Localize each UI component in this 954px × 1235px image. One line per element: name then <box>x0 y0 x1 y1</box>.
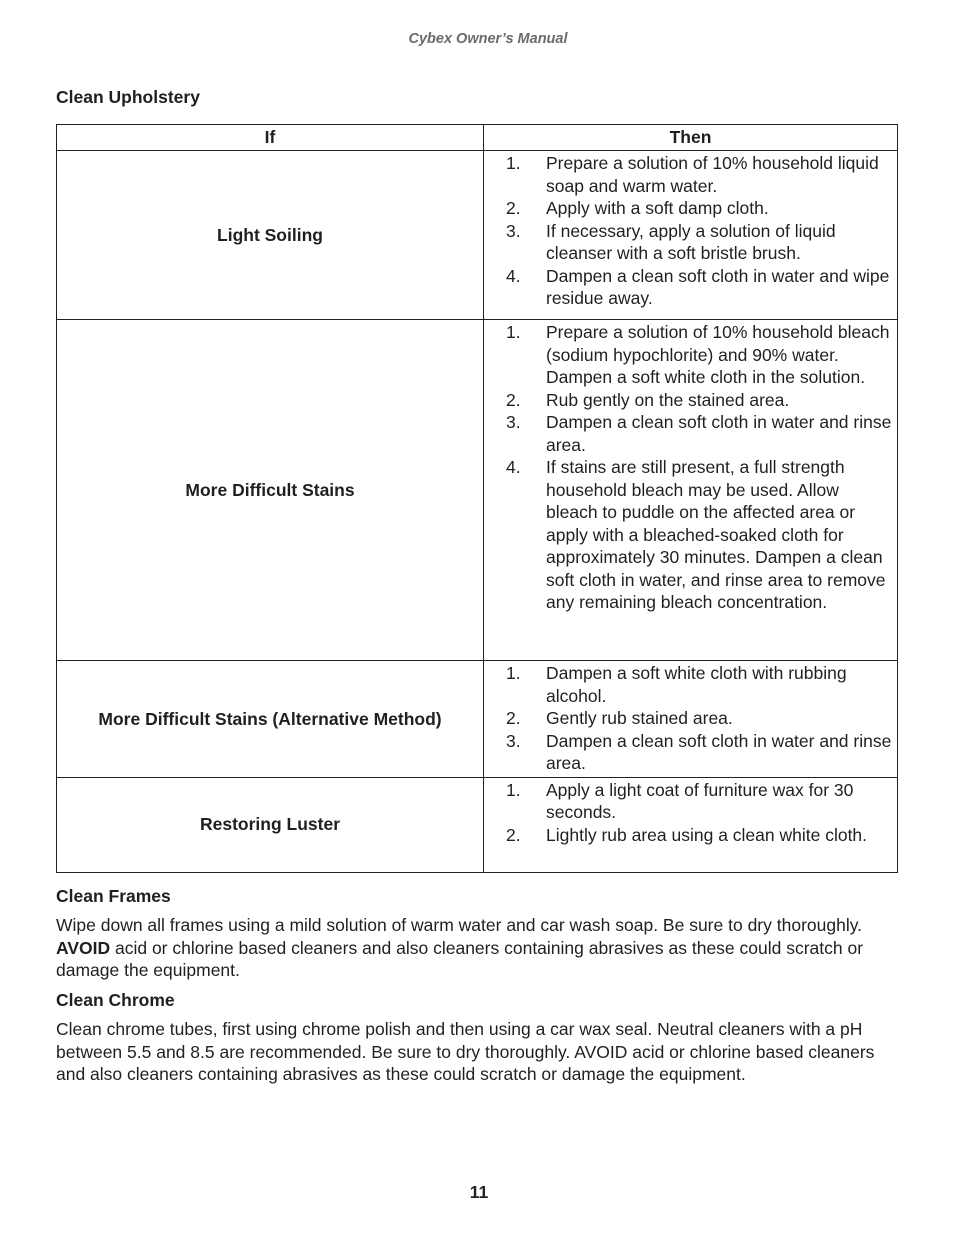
column-header-if: If <box>57 125 484 151</box>
steps-cell <box>484 151 898 320</box>
step-text: Rub gently on the stained area. <box>546 389 790 410</box>
step-list <box>506 152 893 310</box>
frames-avoid-emphasis: AVOID <box>56 937 111 958</box>
table-row <box>57 151 898 320</box>
list-item <box>506 662 893 707</box>
list-item <box>506 411 893 456</box>
step-text: Dampen a clean soft cloth in water and wipe residue away. <box>546 265 890 308</box>
upholstery-cleaning-table <box>56 124 898 873</box>
step-number: 1. <box>506 779 521 800</box>
list-item <box>506 779 893 824</box>
frames-text-after: acid or chlorine based cleaners and also cleaners containing abrasives as these could scratch or damage the equipment. <box>56 937 864 980</box>
step-text: If necessary, apply a solution of liquid cleanser with a soft bristle brush. <box>546 220 836 263</box>
step-number: 3. <box>506 412 521 432</box>
clean-chrome-title: Clean Chrome <box>56 990 175 1010</box>
step-number: 2. <box>506 708 521 728</box>
list-item <box>506 824 893 847</box>
list-item <box>506 707 893 730</box>
running-header: Cybex Owner’s Manual <box>408 31 568 47</box>
condition-cell: More Difficult Stains <box>57 320 484 661</box>
clean-frames-title: Clean Frames <box>56 886 171 906</box>
step-number: 1. <box>506 663 521 683</box>
list-item <box>506 152 893 197</box>
step-list <box>506 321 893 614</box>
clean-upholstery-title: Clean Upholstery <box>56 87 200 107</box>
step-number: 4. <box>506 265 521 286</box>
step-text: Gently rub stained area. <box>546 708 733 728</box>
step-number: 3. <box>506 220 521 241</box>
column-header-then: Then <box>484 125 898 151</box>
step-text: Dampen a clean soft cloth in water and rinse area. <box>546 412 892 455</box>
table-row <box>57 661 898 778</box>
step-list <box>506 779 893 847</box>
page-number: 11 <box>469 1182 489 1202</box>
steps-cell <box>484 320 898 661</box>
step-text: Lightly rub area using a clean white cloth. <box>546 824 868 845</box>
step-number: 2. <box>506 824 521 845</box>
frames-text-before: Wipe down all frames using a mild solution of warm water and car wash soap. Be sure to dry thoroughly. <box>56 915 863 935</box>
list-item <box>506 389 893 412</box>
step-number: 2. <box>506 198 521 218</box>
condition-cell: More Difficult Stains (Alternative Method) <box>57 661 484 778</box>
step-text: Dampen a clean soft cloth in water and rinse area. <box>546 730 892 773</box>
list-item <box>506 456 893 614</box>
list-item <box>506 197 893 220</box>
table-body <box>57 151 898 873</box>
step-text: Dampen a soft white cloth with rubbing alcohol. <box>546 663 847 706</box>
step-text: Prepare a solution of 10% household bleach (sodium hypochlorite) and 90% water. Dampen a soft white cloth in the solution. <box>546 322 890 387</box>
steps-cell <box>484 777 898 872</box>
step-number: 4. <box>506 457 521 477</box>
list-item <box>506 321 893 389</box>
table-row <box>57 320 898 661</box>
table-row <box>57 777 898 872</box>
condition-cell: Restoring Luster <box>57 777 484 872</box>
table-header-row <box>57 125 898 151</box>
list-item <box>506 220 893 265</box>
step-number: 3. <box>506 730 521 751</box>
condition-cell: Light Soiling <box>57 151 484 320</box>
step-list <box>506 662 893 775</box>
list-item <box>506 730 893 775</box>
step-text: If stains are still present, a full strength household bleach may be used. Allow bleach to puddle on the affected area or apply with a bleached-soaked cloth for approximately 30 minutes. Dampen a clean soft cloth in water, and rinse area to remove any remaining bleach concentration. <box>546 457 886 612</box>
step-text: Apply a light coat of furniture wax for 30 seconds. <box>546 779 854 822</box>
step-number: 1. <box>506 322 521 342</box>
step-text: Prepare a solution of 10% household liquid soap and warm water. <box>546 153 879 196</box>
step-number: 2. <box>506 389 521 410</box>
step-number: 1. <box>506 153 521 173</box>
steps-cell <box>484 661 898 778</box>
step-text: Apply with a soft damp cloth. <box>546 198 769 218</box>
list-item <box>506 265 893 310</box>
clean-frames-paragraph <box>56 914 901 982</box>
clean-chrome-paragraph: Clean chrome tubes, first using chrome polish and then using a car wax seal. Neutral cleaners with a pH between 5.5 and 8.5 are recommended. Be sure to dry thoroughly. AVOID acid or chlorine based cleaners and also cleaners containing abrasives as these could scratch or damage the equipment. <box>56 1019 875 1084</box>
